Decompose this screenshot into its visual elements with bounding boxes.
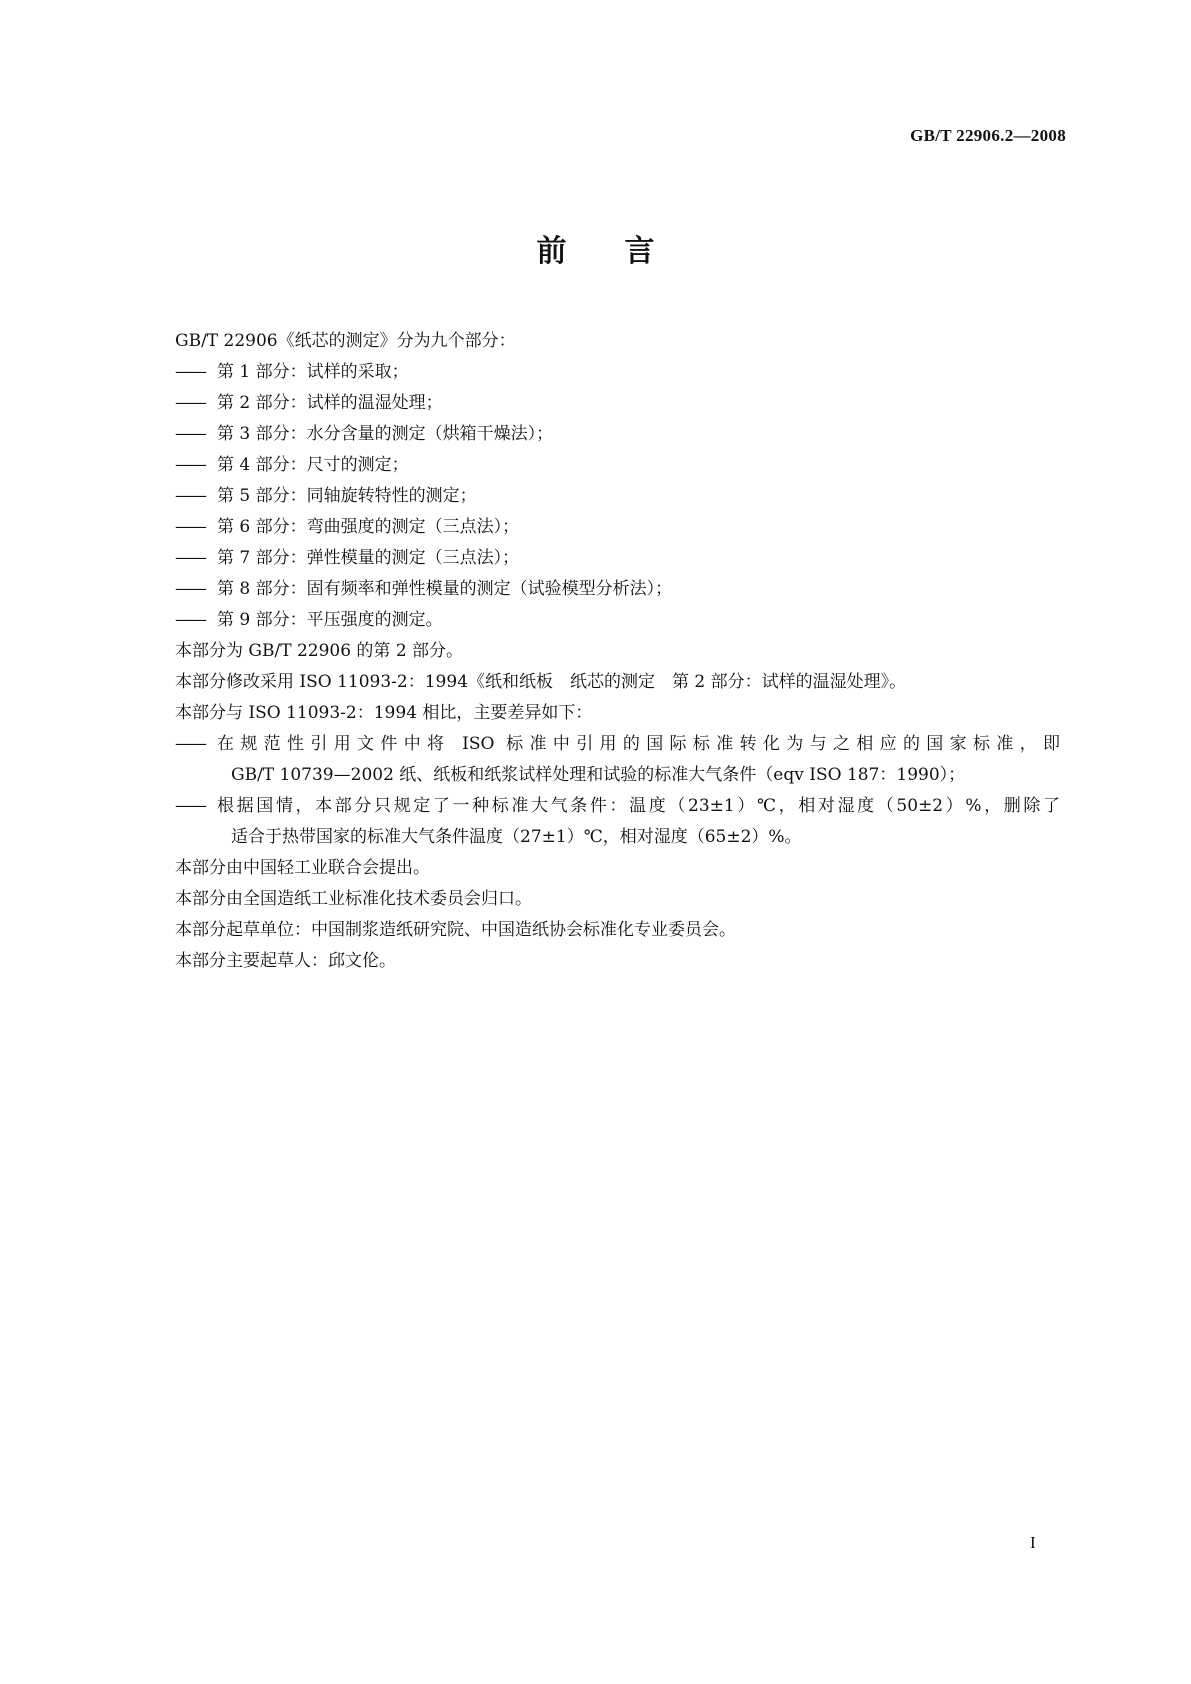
list-item: —— 第 7 部分：弹性模量的测定（三点法）； [175,548,520,568]
list-item: —— 第 8 部分：固有频率和弹性模量的测定（试验模型分析法）； [175,579,673,599]
page-number: I [1030,1533,1036,1552]
intro-paragraph: GB/T 22906《纸芯的测定》分为九个部分： [175,331,516,351]
standard-number: GB/T 22906.2—2008 [910,126,1066,145]
adoption-paragraph: 本部分修改采用 ISO 11093-2：1994《纸和纸板 纸芯的测定 第 2 部分：试样的温湿处理》。 [175,672,907,692]
foreword-body [175,326,1060,977]
list-item: —— 第 6 部分：弯曲强度的测定（三点法）； [175,517,520,537]
differences-list [175,729,1060,853]
drafting-units-paragraph: 本部分起草单位：中国制浆造纸研究院、中国造纸协会标准化专业委员会。 [175,920,736,940]
list-item: —— 第 4 部分：尺寸的测定； [175,455,409,475]
list-item: —— 第 5 部分：同轴旋转特性的测定； [175,486,477,506]
proposed-paragraph: 本部分由中国轻工业联合会提出。 [175,858,430,878]
list-item: —— 第 1 部分：试样的采取； [175,362,409,382]
list-item: —— 第 3 部分：水分含量的测定（烘箱干燥法）； [175,424,554,444]
list-item: —— 在规范性引用文件中将 ISO 标准中引用的国际标准转化为与之相应的国家标准，即 GB/T 10739—2002 纸、纸板和纸浆试样处理和试验的标准大气条件（eqv ISO 187：1990）； [175,734,1060,785]
drafters-paragraph: 本部分主要起草人：邱文伦。 [175,951,396,971]
differences-intro: 本部分与 ISO 11093-2：1994 相比，主要差异如下： [175,703,593,723]
parts-list [175,357,1060,636]
list-item: —— 第 9 部分：平压强度的测定。 [175,610,443,630]
page-title: 前言 [536,234,713,269]
list-item: —— 根据国情，本部分只规定了一种标准大气条件：温度（23±1）℃，相对湿度（50±2）%，删除了 适合于热带国家的标准大气条件温度（27±1）℃，相对湿度（65±2）%。 [175,796,1060,847]
centralized-paragraph: 本部分由全国造纸工业标准化技术委员会归口。 [175,889,532,909]
list-item: —— 第 2 部分：试样的温湿处理； [175,393,443,413]
part-of-paragraph: 本部分为 GB/T 22906 的第 2 部分。 [175,641,464,661]
